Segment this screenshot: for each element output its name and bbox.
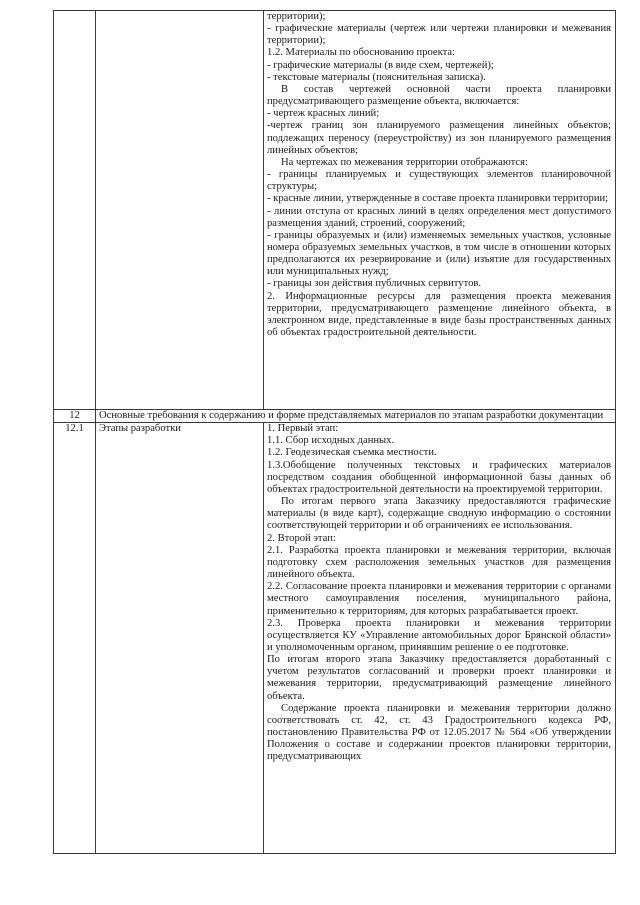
paragraph: - границы образуемых и (или) изменяемых земельных участков, условные номера образуемых земельных участков, в том числе в отношении которых предполагаются их резервирование и (или) изъятие для государственных или муниципальных нужд; bbox=[267, 229, 611, 278]
requirements-table bbox=[53, 10, 616, 854]
paragraph: - красные линии, утвержденные в составе проекта планировки территории; bbox=[267, 193, 609, 205]
paragraph: На чертежах по межевания территории отображаются: bbox=[281, 156, 528, 168]
paragraph: - границы планируемых и существующих элементов планировочной структуры; bbox=[267, 169, 611, 193]
paragraph: 1. Первый этап: bbox=[267, 423, 339, 435]
paragraph: - чертеж красных линий; bbox=[267, 108, 380, 120]
paragraph: - линии отступа от красных линий в целях определения мест допустимого размещения зданий, строений, сооружений; bbox=[267, 205, 611, 229]
paragraph: 2.2. Согласование проекта планировки и межевания территории с органами местного самоуправления поселения, муниципального района, применительно к территориям, для которых разрабатывается проект. bbox=[267, 581, 611, 617]
paragraph: По итогам первого этапа Заказчику предоставляются графические материалы (в виде карт), содержащие сводную информацию о состоянии соответствующей территории и об ограничениях ее использования. bbox=[267, 496, 611, 532]
row-number-cell: 12.1 bbox=[54, 423, 96, 854]
table-row-12 bbox=[54, 410, 616, 423]
row-name-cell bbox=[96, 11, 264, 410]
table-row-continued bbox=[54, 11, 616, 410]
paragraph: 1.2. Материалы по обоснованию проекта: bbox=[267, 47, 456, 59]
paragraph: - графические материалы (чертеж или чертежи планировки и межевания территории); bbox=[267, 23, 611, 47]
paragraph: - графические материалы (в виде схем, чертежей); bbox=[267, 59, 494, 71]
paragraph: территории); bbox=[267, 11, 326, 22]
row-number-cell: 12 bbox=[54, 410, 96, 423]
paragraph: 1.3.Обобщение полученных текстовых и графических материалов посредством создания обобщенной информационной базы данных об объектах градостроительной деятельности на проектируемой территории. bbox=[267, 459, 611, 495]
paragraph: 1.2. Геодезическая съемка местности. bbox=[267, 447, 437, 459]
paragraph: - текстовые материалы (пояснительная записка). bbox=[267, 71, 486, 83]
table-row-12-1 bbox=[54, 423, 616, 854]
section-heading-cell: Основные требования к содержанию и форме представляемых материалов по этапам разработки документации bbox=[96, 410, 616, 423]
paragraph: В состав чертежей основной части проекта планировки предусматривающего размещение объекта, включается: bbox=[267, 83, 611, 108]
paragraph: 2.3. Проверка проекта планировки и межевания территории осуществляется КУ «Управление автомобильных дорог Брянской области» и уполномоченным органом, принявшим решение о ее подготовке. bbox=[267, 617, 611, 653]
paragraph: Содержание проекта планировки и межевания территории должно соответствовать ст. 42, ст. 43 Градостроительного кодекса РФ, постановлению Правительства РФ от 12.05.2017 № 564 «Об утверждении Положения о составе и содержании проектов планировки территории, предусматривающих bbox=[267, 702, 611, 763]
row-description-cell bbox=[264, 11, 616, 410]
paragraph: 1.1. Сбор исходных данных. bbox=[267, 435, 395, 447]
paragraph: - границы зон действия публичных сервитутов. bbox=[267, 278, 482, 290]
paragraph: 2.1. Разработка проекта планировки и межевания территории, включая подготовку схем расположения земельных участков для размещения линейного объекта. bbox=[267, 544, 611, 581]
row-name-cell: Этапы разработки bbox=[96, 423, 264, 854]
paragraph: 2. Второй этап: bbox=[267, 532, 336, 544]
paragraph: По итогам второго этапа Заказчику предоставляется доработанный с учетом результатов согласований и проверки проект планировки и межевания территории, предусматривающий размещение линейного объекта. bbox=[267, 654, 611, 702]
paragraph: 2. Информационные ресурсы для размещения проекта межевания территории, предусматривающего размещение линейного объекта, в электронном виде, представленные в виде базы пространственных данных об объектах градостроительной деятельности. bbox=[267, 290, 611, 339]
row-number-cell bbox=[54, 11, 96, 410]
paragraph: -чертеж границ зон планируемого размещения линейных объектов; подлежащих переносу (переустройству) из зон планируемого размещения линейных объектов; bbox=[267, 120, 611, 156]
row-description-cell bbox=[264, 423, 616, 854]
